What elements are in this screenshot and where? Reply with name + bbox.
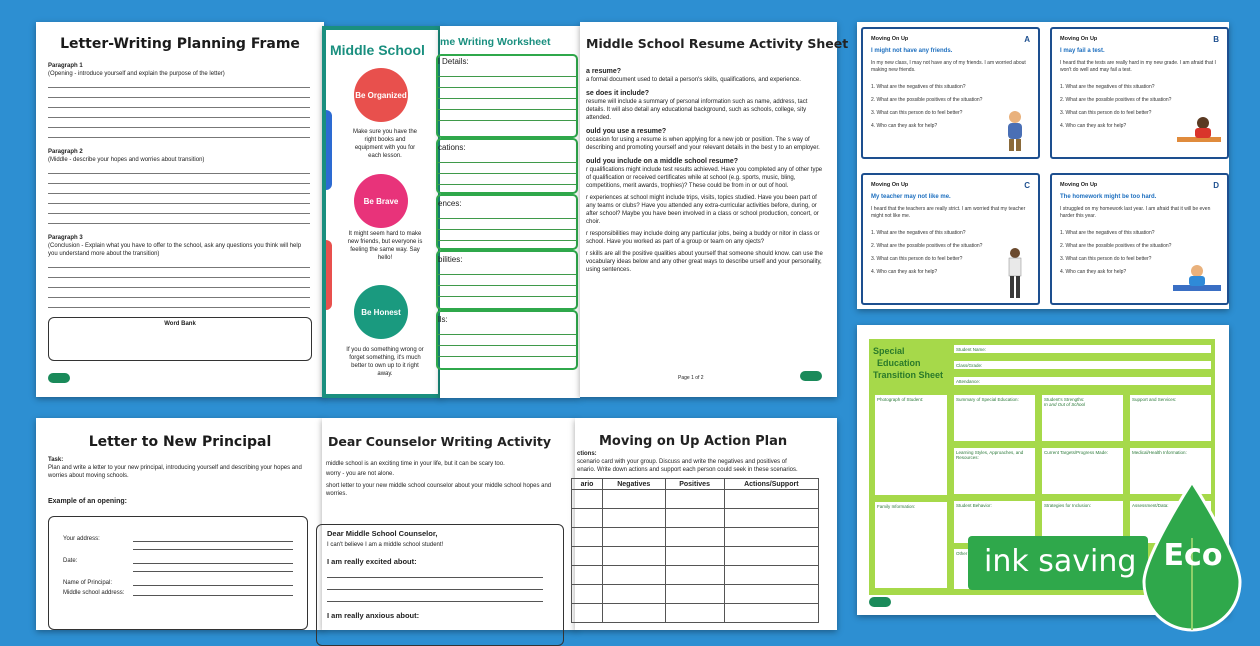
tip-text-organized: Make sure you have the right books and equipment with you for each lesson. — [352, 129, 418, 159]
action-plan-sub-2: scenario card with your group. Discuss and write the negatives and positives of — [577, 459, 787, 465]
question-2: 2. What are the possible positives of the situation? — [1060, 97, 1172, 103]
question-2: 2. What are the possible positives of the situation? — [1060, 243, 1172, 249]
question-1: 1. What are the negatives of this situation? — [871, 230, 966, 236]
task-label: Task: — [48, 457, 64, 463]
resume-a2: resume will include a summary of personal information such as name, address, tact details. It will also detail any educational background, such as schools, college, sity attended. — [586, 99, 808, 121]
resume-q4: ould you include on a middle school resume? — [586, 158, 739, 165]
p3-desc: (Conclusion - Explain what you have to offer to the school, ask any questions you think will help you understand more about the transition) — [48, 243, 302, 257]
learning-field[interactable]: Learning Styles, Approaches, and Resources: — [952, 446, 1037, 496]
card-body: I struggled on my homework last year. I am afraid that it will be even harder this year. — [1060, 206, 1211, 219]
twinkl-logo — [869, 597, 891, 607]
anxious-label: I am really anxious about: — [327, 611, 420, 620]
transition-title-line-2: Education — [877, 358, 921, 368]
principal-name-label: Name of Principal: — [63, 580, 113, 586]
card-questions — [871, 227, 982, 279]
col-scenario: ario — [572, 479, 603, 490]
col-positives: Positives — [665, 479, 724, 490]
worksheet-section-1: l Details: — [438, 57, 469, 66]
question-4: 4. Who can they ask for help? — [1060, 123, 1127, 129]
scenario-card-c — [861, 173, 1040, 305]
scenario-card-d — [1050, 173, 1229, 305]
word-bank-box — [48, 317, 312, 361]
family-field[interactable]: Family Information: — [873, 500, 949, 590]
resume-title: Middle School Resume Activity Sheet — [586, 36, 849, 51]
support-field[interactable]: Support and Services: — [1128, 393, 1213, 443]
poster-title: Middle School — [330, 42, 425, 58]
scenario-card-b — [1050, 27, 1229, 159]
principal-letter-sheet — [36, 418, 324, 630]
card-questions — [871, 81, 982, 133]
action-plan-title: Moving on Up Action Plan — [599, 434, 788, 449]
card-body: I heard that the tests are really hard in my new grade. I am afraid that I won't do well and may fail a test. — [1060, 60, 1216, 73]
counselor-title: Dear Counselor Writing Activity — [328, 434, 552, 449]
counselor-line-1: I can't believe I am a middle school student! — [327, 542, 444, 548]
card-questions — [1060, 81, 1171, 133]
strategies-field[interactable]: Strategies for Inclusion: — [1040, 499, 1125, 545]
tip-circle-organized: Be Organized — [354, 68, 408, 122]
letter-box — [316, 524, 564, 646]
strengths-sub-label: In and Out of School — [1044, 402, 1086, 407]
p2-desc: (Middle - describe your hopes and worries about transition) — [48, 157, 205, 163]
resume-a4: r qualifications might include test results achieved. Have you completed any of other type of qualification or received certificates while at school (e.g. sports, music, bling, competitions, merit awards, trophies)? These could be from in or out of hool. — [586, 167, 823, 189]
worksheet-box-4 — [436, 250, 578, 310]
twinkl-logo — [48, 373, 70, 383]
card-letter: D — [1213, 181, 1219, 190]
worksheet-box-3 — [436, 194, 578, 250]
worksheet-sheet — [440, 26, 580, 398]
tip-circle-honest: Be Honest — [354, 285, 408, 339]
assessment-field[interactable]: Assessment/Data: — [1128, 499, 1213, 545]
word-bank-label: Word Bank — [164, 321, 196, 327]
p2-label: Paragraph 2 — [48, 149, 83, 155]
card-body: I heard that the teachers are really strict. I am worried that my teacher might not like me. — [871, 206, 1026, 219]
question-4: 4. Who can they ask for help? — [1060, 269, 1127, 275]
task-text: Plan and write a letter to your new principal, introducing yourself and describing your hopes and worries about moving schools. — [48, 465, 302, 479]
worksheet-box-1 — [436, 54, 578, 138]
action-plan-sheet — [575, 418, 837, 630]
ink-saving-label: ink saving — [984, 544, 1137, 579]
worksheet-section-2: cations: — [438, 143, 466, 152]
cards-sheet — [857, 22, 1229, 309]
p1-label: Paragraph 1 — [48, 63, 83, 69]
question-1: 1. What are the negatives of this situation? — [1060, 84, 1155, 90]
card-letter: B — [1213, 35, 1219, 44]
planning-frame-sheet — [36, 22, 324, 397]
question-4: 4. Who can they ask for help? — [871, 269, 938, 275]
resume-a7: r skills are all the positive qualities about yourself that someone should know. can use the vocabulary ideas below and any other great ways to describe urself and your personality, using sentences. — [586, 251, 823, 273]
p3-label: Paragraph 3 — [48, 235, 83, 241]
question-3: 3. What can this person do to feel better? — [871, 256, 963, 262]
action-plan-sub-1: ctions: — [577, 451, 597, 457]
worksheet-section-3: ences: — [438, 199, 462, 208]
date-label: Date: — [63, 558, 78, 564]
planning-frame-title: Letter-Writing Planning Frame — [60, 36, 300, 52]
tip-circle-brave: Be Brave — [354, 174, 408, 228]
transition-title-line-1: Special — [873, 346, 905, 356]
counselor-sheet — [322, 418, 577, 630]
class-grade-field[interactable]: Class/Grade: — [952, 359, 1213, 371]
worksheet-box-5 — [436, 310, 578, 370]
medical-field[interactable]: Medical/Health Information: — [1128, 446, 1213, 496]
action-plan-sub-3: enario. Write down actions and support each person could seek in these scenarios. — [577, 467, 798, 473]
counselor-intro-3: short letter to your new middle school counselor about your middle school hopes and worries. — [326, 483, 552, 497]
card-header: Moving On Up — [871, 182, 909, 188]
col-actions: Actions/Support — [724, 479, 818, 490]
example-label: Example of an opening: — [48, 498, 127, 505]
card-header: Moving On Up — [1060, 182, 1098, 188]
question-1: 1. What are the negatives of this situation? — [871, 84, 966, 90]
worksheet-section-4: bilities: — [438, 255, 463, 264]
student-desk-icon — [1177, 113, 1221, 149]
strengths-label: Student's Strengths: — [1044, 397, 1085, 402]
teacher-icon — [1004, 247, 1026, 301]
ink-saving-banner — [968, 536, 1148, 590]
question-2: 2. What are the possible positives of the situation? — [871, 243, 983, 249]
twinkl-logo — [800, 371, 822, 381]
photo-field[interactable]: Photograph of Student: — [873, 393, 949, 497]
question-2: 2. What are the possible positives of the situation? — [871, 97, 983, 103]
strengths-field[interactable] — [1040, 393, 1125, 443]
principal-letter-title: Letter to New Principal — [88, 434, 272, 450]
resume-q1: a resume? — [586, 68, 622, 75]
tip-text-honest: If you do something wrong or forget something, it's much better to own up to it right away. — [346, 347, 424, 377]
eco-label: Eco — [1163, 538, 1223, 573]
card-title: I may fail a test. — [1060, 48, 1105, 54]
resume-q2: se does it include? — [586, 90, 650, 97]
worried-student-icon — [1173, 259, 1221, 297]
p1-desc: (Opening - introduce yourself and explain the purpose of the letter) — [48, 71, 225, 77]
card-body: In my new class, I may not have any of my friends. I am worried about making new friends. — [871, 60, 1026, 73]
scenario-card-a — [861, 27, 1040, 159]
other-field[interactable]: Other — [952, 547, 1037, 591]
resume-a1: a formal document used to detail a person's skills, qualifications, and experience. — [586, 77, 801, 83]
resume-a5: r experiences at school might include trips, visits, topics studied. Have you been part of any teams or clubs? Have you attended any extra-curricular activities before, during, or after school? Maybe you have been involved in a class or school production, concert, or choir. — [586, 195, 819, 225]
worksheet-box-2 — [436, 138, 578, 194]
col-negatives: Negatives — [603, 479, 666, 490]
card-title: The homework might be too hard. — [1060, 194, 1157, 200]
card-title: I might not have any friends. — [871, 48, 953, 54]
resume-q3: ould you use a resume? — [586, 128, 667, 135]
question-3: 3. What can this person do to feel better? — [1060, 110, 1152, 116]
school-address-label: Middle school address: — [63, 590, 125, 596]
address-box — [48, 516, 308, 630]
sad-child-icon — [1002, 109, 1028, 155]
card-questions — [1060, 227, 1171, 279]
resume-page-number: Page 1 of 2 — [678, 375, 704, 381]
worksheet-title: me Writing Worksheet — [440, 36, 551, 48]
behavior-field[interactable]: Student Behavior: — [952, 499, 1037, 545]
poster-sheet — [322, 26, 442, 398]
excited-label: I am really excited about: — [327, 557, 417, 566]
counselor-intro-1: middle school is an exciting time in your life, but it can be scary too. — [326, 461, 505, 467]
card-title: My teacher may not like me. — [871, 194, 951, 200]
question-3: 3. What can this person do to feel better? — [871, 110, 963, 116]
card-letter: A — [1024, 35, 1030, 44]
card-header: Moving On Up — [871, 36, 909, 42]
transition-title-line-3: Transition Sheet — [873, 370, 944, 380]
address-label: Your address: — [63, 536, 100, 542]
counselor-intro-2: worry - you are not alone. — [326, 471, 395, 477]
targets-field[interactable]: Current Targets/Progress Made: — [1040, 446, 1125, 496]
card-letter: C — [1024, 181, 1030, 190]
tip-text-brave: It might seem hard to make new friends, but everyone is feeling the same way. Say hello! — [347, 231, 423, 261]
resume-sheet — [580, 22, 849, 397]
action-plan-table — [571, 478, 819, 623]
student-name-field[interactable]: Student Name: — [952, 343, 1213, 355]
question-4: 4. Who can they ask for help? — [871, 123, 938, 129]
counselor-greeting: Dear Middle School Counselor, — [327, 529, 438, 538]
question-1: 1. What are the negatives of this situation? — [1060, 230, 1155, 236]
transition-title — [873, 345, 943, 381]
question-3: 3. What can this person do to feel better? — [1060, 256, 1152, 262]
card-header: Moving On Up — [1060, 36, 1098, 42]
worksheet-section-5: lls: — [438, 315, 448, 324]
attendance-field[interactable]: Attendance: — [952, 375, 1213, 387]
summary-field[interactable]: Summary of Special Education: — [952, 393, 1037, 443]
resume-a3: occasion for using a resume is when applying for a new job or position. The s way of describing and promoting yourself and your relevant details in the best y to an employer. — [586, 137, 820, 151]
resume-a6: r responsibilities may include doing any particular jobs, being a buddy or nitor in class or school. Have you worked as part of a group or team on any ojects? — [586, 231, 820, 245]
